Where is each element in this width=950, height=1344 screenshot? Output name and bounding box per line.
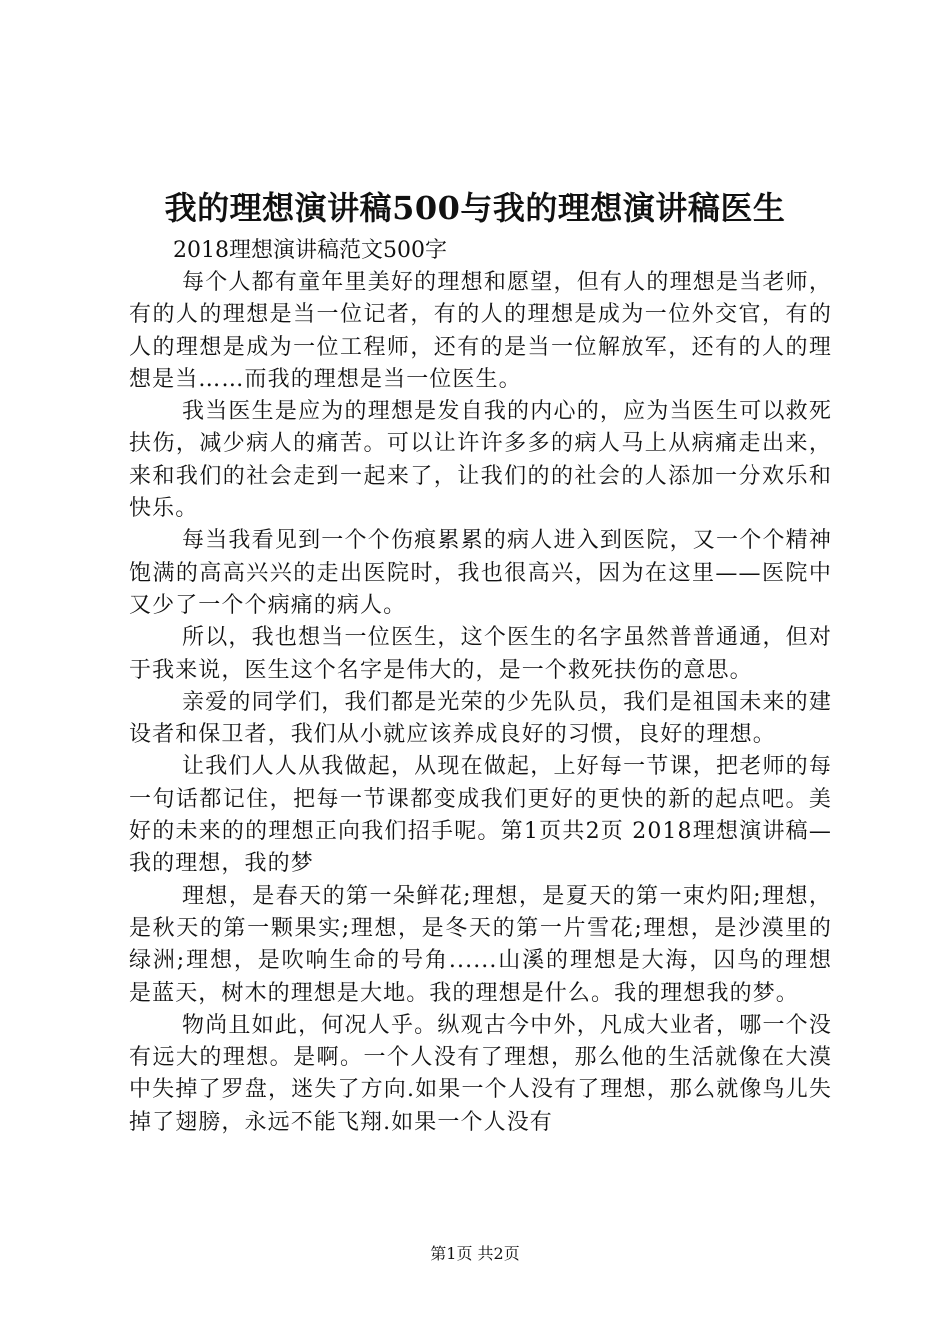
paragraph: 所以，我也想当一位医生，这个医生的名字虽然普普通通，但对于我来说，医生这个名字是伟大的，是一个救死扶伤的意思。 — [129, 625, 832, 683]
page-footer: 第1页 共2页 — [430, 1244, 520, 1263]
paragraph: 我当医生是应为的理想是发自我的内心的，应为当医生可以救死扶伤，减少病人的痛苦。可以让许许多多的病人马上从病痛走出来，来和我们的社会走到一起来了，让我们的的社会的人添加一分欢乐和快乐。 — [129, 399, 832, 522]
paragraph: 理想，是春天的第一朵鲜花;理想，是夏天的第一束灼阳;理想，是秋天的第一颗果实;理想，是冬天的第一片雪花;理想，是沙漠里的绿洲;理想，是吹响生命的号角......山溪的理想是大海，囚鸟的理想是蓝天，树木的理想是大地。我的理想是什么。我的理想我的梦。 — [129, 883, 832, 1006]
paragraph: 物尚且如此，何况人乎。纵观古今中外，凡成大业者，哪一个没有远大的理想。是啊。一个人没有了理想，那么他的生活就像在大漠中失掉了罗盘，迷失了方向.如果一个人没有了理想，那么就像鸟儿失掉了翅膀，永远不能飞翔.如果一个人没有 — [129, 1012, 832, 1135]
paragraph: 让我们人人从我做起，从现在做起，上好每一节课，把老师的每一句话都记住，把每一节课都变成我们更好的更快的新的起点吧。美好的未来的的理想正向我们招手呢。第1页共2页 2018理想演讲稿—我的理想，我的梦 — [129, 754, 832, 877]
document-title: 我的理想演讲稿500与我的理想演讲稿医生 — [164, 189, 786, 227]
document-body — [129, 235, 832, 1139]
document-subtitle: 2018理想演讲稿范文500字 — [173, 238, 447, 263]
paragraph: 每当我看见到一个个伤痕累累的病人进入到医院，又一个个精神饱满的高高兴兴的走出医院时，我也很高兴，因为在这里——医院中又少了一个个病痛的病人。 — [129, 528, 832, 618]
paragraph: 亲爱的同学们，我们都是光荣的少先队员，我们是祖国未来的建设者和保卫者，我们从小就应该养成良好的习惯，良好的理想。 — [129, 689, 832, 748]
paragraph: 每个人都有童年里美好的理想和愿望，但有人的理想是当老师，有的人的理想是当一位记者，有的人的理想是成为一位外交官，有的人的理想是成为一位工程师，还有的是当一位解放军，还有的人的理想是当……而我的理想是当一位医生。 — [129, 270, 832, 392]
